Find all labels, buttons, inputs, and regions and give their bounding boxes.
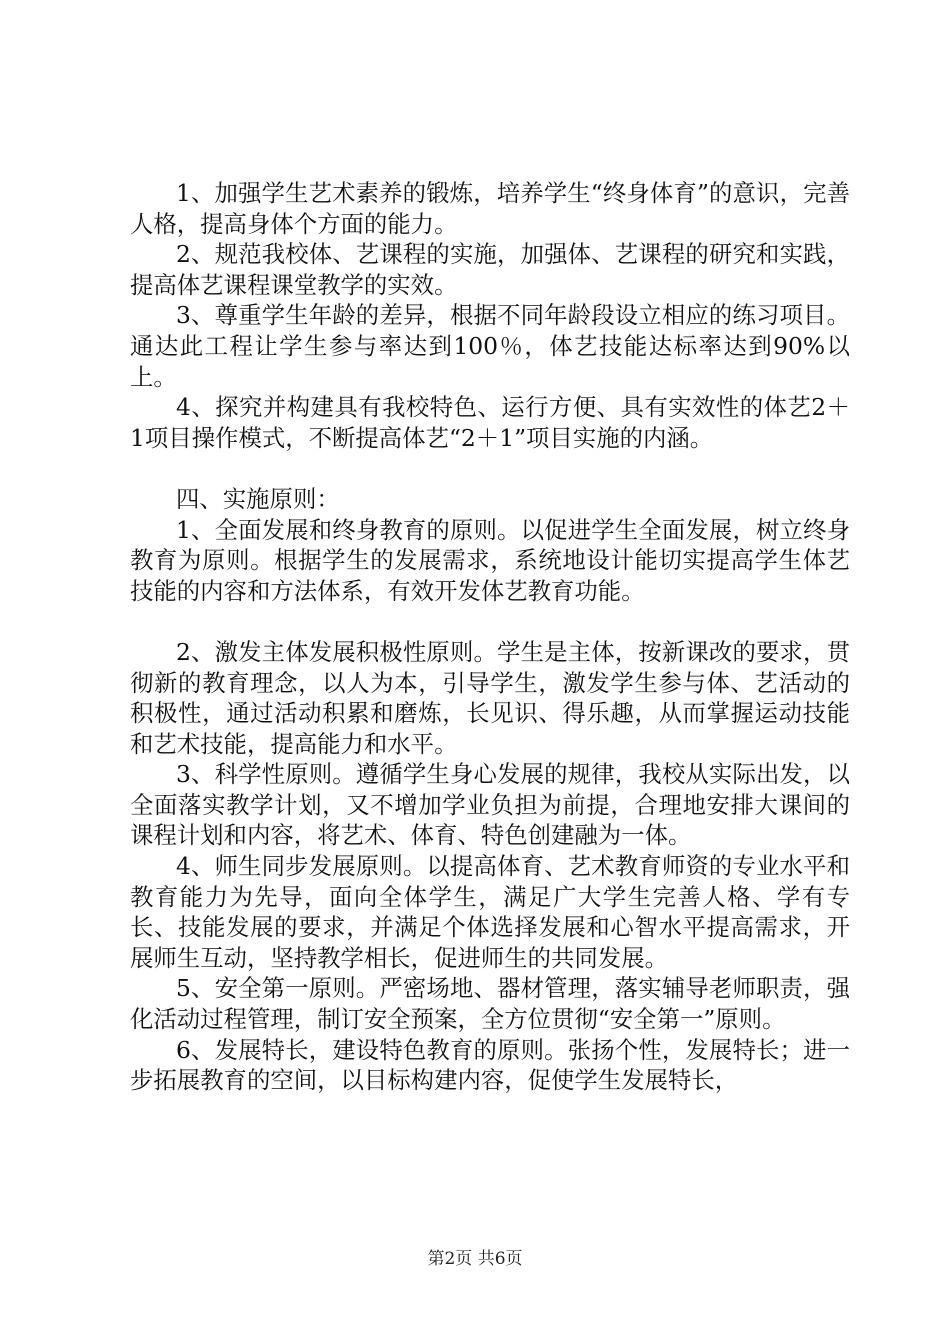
paragraph-principle-4: 4、师生同步发展原则。以提高体育、艺术教育师资的专业水平和教育能力为先导，面向全体学生，满足广大学生完善人格、学有专长、技能发展的要求，并满足个体选择发展和心智水平提高需求，开展师生互动，坚持教学相长，促进师生的共同发展。	[130, 852, 850, 972]
page-number-footer: 第2页 共6页	[427, 1249, 523, 1269]
paragraph-principle-3: 3、科学性原则。遵循学生身心发展的规律，我校从实际出发，以全面落实教学计划，又不增加学业负担为前提，合理地安排大课间的课程计划和内容，将艺术、体育、特色创建融为一体。	[130, 760, 850, 850]
section-heading: 四、实施原则：	[176, 484, 340, 513]
document-body	[130, 178, 850, 1096]
paragraph-goal-4: 4、探究并构建具有我校特色、运行方便、具有实效性的体艺2＋1项目操作模式，不断提高体艺“2＋1”项目实施的内涵。	[130, 393, 850, 452]
paragraph-principle-6: 6、发展特长，建设特色教育的原则。张扬个性，发展特长；进一步拓展教育的空间，以目标构建内容，促使学生发展特长，	[130, 1035, 850, 1095]
paragraph-goal-3: 3、尊重学生年龄的差异，根据不同年龄段设立相应的练习项目。通达此工程让学生参与率达到100％，体艺技能达标率达到90%以上。	[130, 301, 850, 391]
paragraph-goal-1: 1、加强学生艺术素养的锻炼，培养学生“终身体育”的意识，完善人格，提高身体个方面的能力。	[130, 179, 850, 238]
paragraph-principle-2: 2、激发主体发展积极性原则。学生是主体，按新课改的要求，贯彻新的教育理念，以人为本，引导学生，激发学生参与体、艺活动的积极性，通过活动积累和磨炼，长见识、得乐趣，从而掌握运动技能和艺术技能，提高能力和水平。	[130, 637, 850, 758]
paragraph-principle-5: 5、安全第一原则。严密场地、器材管理，落实辅导老师职责，强化活动过程管理，制订安全预案，全方位贯彻“安全第一”原则。	[130, 974, 850, 1034]
paragraph-goal-2: 2、规范我校体、艺课程的实施，加强体、艺课程的研究和实践，提高体艺课程课堂教学的实效。	[130, 240, 850, 299]
paragraph-principle-1: 1、全面发展和终身教育的原则。以促进学生全面发展，树立终身教育为原则。根据学生的发展需求，系统地设计能切实提高学生体艺技能的内容和方法体系，有效开发体艺教育功能。	[130, 515, 850, 605]
